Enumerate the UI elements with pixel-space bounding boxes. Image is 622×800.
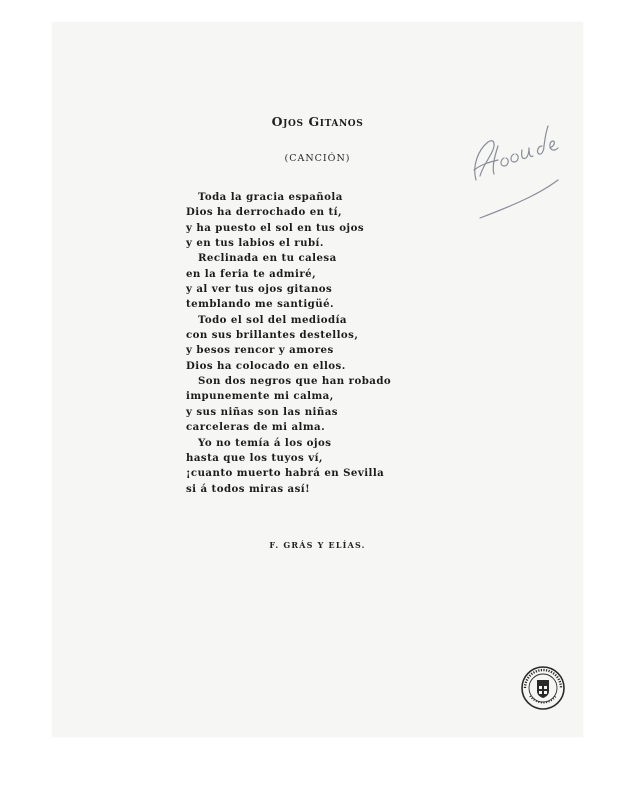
poem-line: Son dos negros que han robado [198,375,392,388]
poem-line: ¡cuanto muerto habrá en Sevilla [186,467,385,480]
poem-line: Yo no temía á los ojos [198,436,332,449]
poem-line: Reclinada en tu calesa [198,252,337,265]
poem-line: Dios ha colocado en ellos. [186,359,346,372]
poem-line: y besos rencor y amores [186,344,334,357]
poem-line: impunemente mi calma, [186,390,334,403]
poem-author: F. GRÁS Y ELÍAS. [269,540,366,550]
poem-line: y ha puesto el sol en tus ojos [186,221,365,234]
poem-line: Todo el sol del mediodía [198,313,347,326]
poem-line: y sus niñas son las niñas [186,405,338,418]
poem-line: temblando me santigüé. [186,298,335,311]
poem-line: Dios ha derrochado en tí, [186,206,342,219]
poem-line: Toda la gracia española [198,191,343,203]
poem-title: Ojos Gitanos [271,114,364,129]
poem-line: si á todos miras así! [186,482,311,495]
library-stamp [519,664,567,712]
poem-body [186,190,446,497]
poem-line: y al ver tus ojos gitanos [186,283,333,296]
poem-line: en la feria te admiré, [186,267,317,280]
poem-subtitle: (CANCIÓN) [284,153,351,164]
handwritten-signature [458,106,578,226]
poem-line: hasta que los tuyos ví, [186,451,323,464]
poem-line: con sus brillantes destellos, [186,329,359,342]
poem-line: y en tus labios el rubí. [186,237,324,250]
poem-line: carceleras de mi alma. [186,421,326,434]
